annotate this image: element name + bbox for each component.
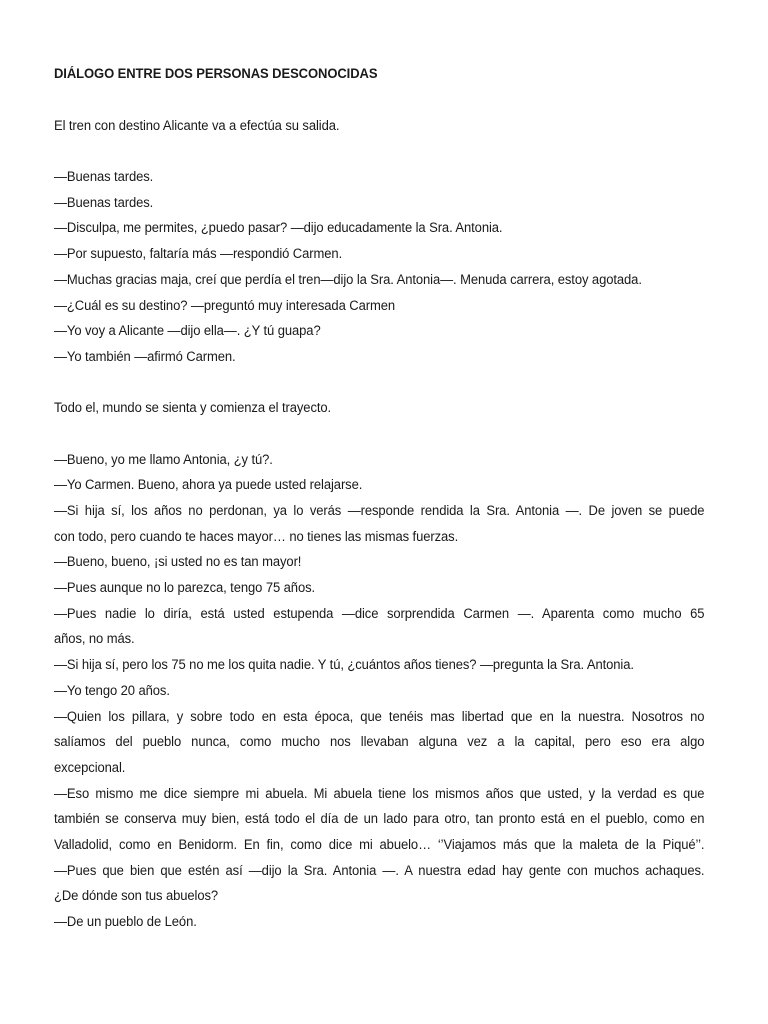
dialogue-line: —Pues que bien que estén así —dijo la Sra. Antonia —. A nuestra edad hay gente con muchos achaques. [54,862,705,878]
dialogue-block-2 [54,447,704,935]
dialogue-line: ¿De dónde son tus abuelos? [54,888,219,904]
document-title: DIÁLOGO ENTRE DOS PERSONAS DESCONOCIDAS [54,66,378,81]
narration-paragraph: Todo el, mundo se sienta y comienza el trayecto. [54,400,332,416]
dialogue-line: —Yo tengo 20 años. [54,682,170,698]
dialogue-line: salíamos del pueblo nunca, como mucho nos llevaban alguna vez a la capital, pero eso era algo [54,734,705,750]
dialogue-line: —Quien los pillara, y sobre todo en esta época, que tenéis mas libertad que en la nuestra. Nosotros no [54,708,705,724]
intro-paragraph: El tren con destino Alicante va a efectúa su salida. [54,117,340,133]
dialogue-line: años, no más. [54,631,135,647]
dialogue-line: —Yo también —afirmó Carmen. [54,348,236,364]
spacer [54,138,704,164]
spacer [54,421,704,447]
dialogue-line: —Muchas gracias maja, creí que perdía el tren—dijo la Sra. Antonia—. Menuda carrera, estoy agotada. [54,271,642,287]
dialogue-line: —Si hija sí, pero los 75 no me los quita nadie. Y tú, ¿cuántos años tienes? —pregunta la Sra. Antonia. [54,657,634,673]
dialogue-line: —Pues aunque no lo parezca, tengo 75 años. [54,580,316,596]
dialogue-line: —¿Cuál es su destino? —preguntó muy interesada Carmen [54,297,396,313]
dialogue-line: —Yo voy a Alicante —dijo ella—. ¿Y tú guapa? [54,323,321,339]
dialogue-block-1 [54,164,704,370]
dialogue-line: —Por supuesto, faltaría más —respondió Carmen. [54,246,343,262]
dialogue-line: —Si hija sí, los años no perdonan, ya lo verás —responde rendida la Sra. Antonia —. De joven se puede [54,503,705,518]
dialogue-line: —Disculpa, me permites, ¿puedo pasar? —dijo educadamente la Sra. Antonia. [54,220,503,236]
dialogue-line: —Buenas tardes. [54,194,154,210]
dialogue-line: con todo, pero cuando te haces mayor… no tienes las mismas fuerzas. [54,528,459,544]
dialogue-line: —De un pueblo de León. [54,914,197,929]
dialogue-line: —Yo Carmen. Bueno, ahora ya puede usted relajarse. [54,477,363,493]
dialogue-line: excepcional. [54,759,126,775]
spacer [54,370,704,396]
dialogue-line: —Pues nadie lo diría, está usted estupenda —dice sorprendida Carmen —. Aparenta como mucho 65 [54,605,705,621]
spacer [54,87,704,113]
dialogue-line: —Buenas tardes. [54,169,154,185]
dialogue-line: también se conserva muy bien, está todo el día de un lado para otro, tan pronto está en el pueblo, como en [54,811,705,827]
dialogue-line: Valladolid, como en Benidorm. En fin, como dice mi abuelo… ‘’Viajamos más que la maleta de la Piqué’’. [54,836,705,852]
dialogue-line: —Bueno, bueno, ¡si usted no es tan mayor! [54,554,302,570]
dialogue-line: —Bueno, yo me llamo Antonia, ¿y tú?. [54,451,273,467]
document-page [54,61,704,935]
dialogue-line: —Eso mismo me dice siempre mi abuela. Mi abuela tiene los mismos años que usted, y la verdad es que [54,785,705,801]
